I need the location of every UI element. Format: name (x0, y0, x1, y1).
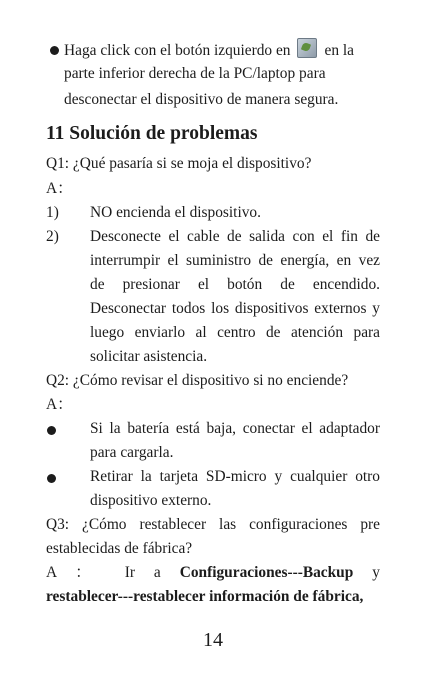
intro-line-1-before: Haga click con el botón izquierdo en (64, 42, 291, 59)
q1-item-2-line-6: solicitar asistencia. (90, 348, 208, 365)
page-number: 14 (203, 629, 223, 651)
q1-item-2-line-3: de presionar el botón de encendido. (90, 276, 380, 293)
q2-answer-label: A： (46, 396, 73, 413)
q3-answer-bold-1: Configuraciones---Backup (179, 564, 354, 581)
q1-item-2-line-4: Desconectar todos los dispositivos externos y (90, 300, 380, 317)
q2-item-1-line-2: para cargarla. (90, 444, 174, 461)
q2-item-2-line-1: Retirar la tarjeta SD-micro y cualquier otro (90, 468, 380, 485)
q3-question-line-1: Q3: ¿Cómo restablecer las configuraciones pre (46, 516, 380, 533)
q2-item-1-line-1: Si la batería está baja, conectar el adaptador (90, 420, 380, 437)
safely-remove-hardware-icon (297, 38, 317, 58)
q1-answer-label: A： (46, 180, 73, 197)
q1-item-1-line-1: NO encienda el dispositivo. (90, 204, 261, 221)
q3-answer-line-1 (46, 563, 380, 583)
q2-item-1-bullet (47, 426, 56, 435)
q2-question: Q2: ¿Cómo revisar el dispositivo si no enciende? (46, 372, 349, 389)
q2-item-2-bullet (47, 474, 56, 483)
intro-line-1 (64, 38, 354, 61)
q3-answer-y: y (372, 564, 380, 581)
intro-line-3: desconectar el dispositivo de manera segura. (64, 91, 339, 108)
intro-bullet (50, 46, 59, 55)
q3-answer-prefix: A ： Ir a (46, 564, 161, 581)
intro-line-1-after: en la (324, 42, 354, 59)
q1-item-1-num: 1) (46, 204, 59, 221)
q2-item-2-line-2: dispositivo externo. (90, 492, 212, 509)
intro-line-2: parte inferior derecha de la PC/laptop para (64, 65, 326, 82)
q1-item-2-line-5: luego enviarlo al centro de atención para (90, 324, 380, 341)
section-title: 11 Solución de problemas (46, 123, 258, 144)
q3-question-line-2: establecidas de fábrica? (46, 540, 193, 557)
q3-answer-line-2: restablecer---restablecer información de fábrica, (46, 588, 364, 605)
q1-item-2-line-1: Desconecte el cable de salida con el fin de (90, 228, 380, 245)
q1-question: Q1: ¿Qué pasaría si se moja el dispositivo? (46, 155, 312, 172)
q1-item-2-line-2: interrumpir el suministro de energía, en vez (90, 252, 380, 269)
q1-item-2-num: 2) (46, 228, 59, 245)
